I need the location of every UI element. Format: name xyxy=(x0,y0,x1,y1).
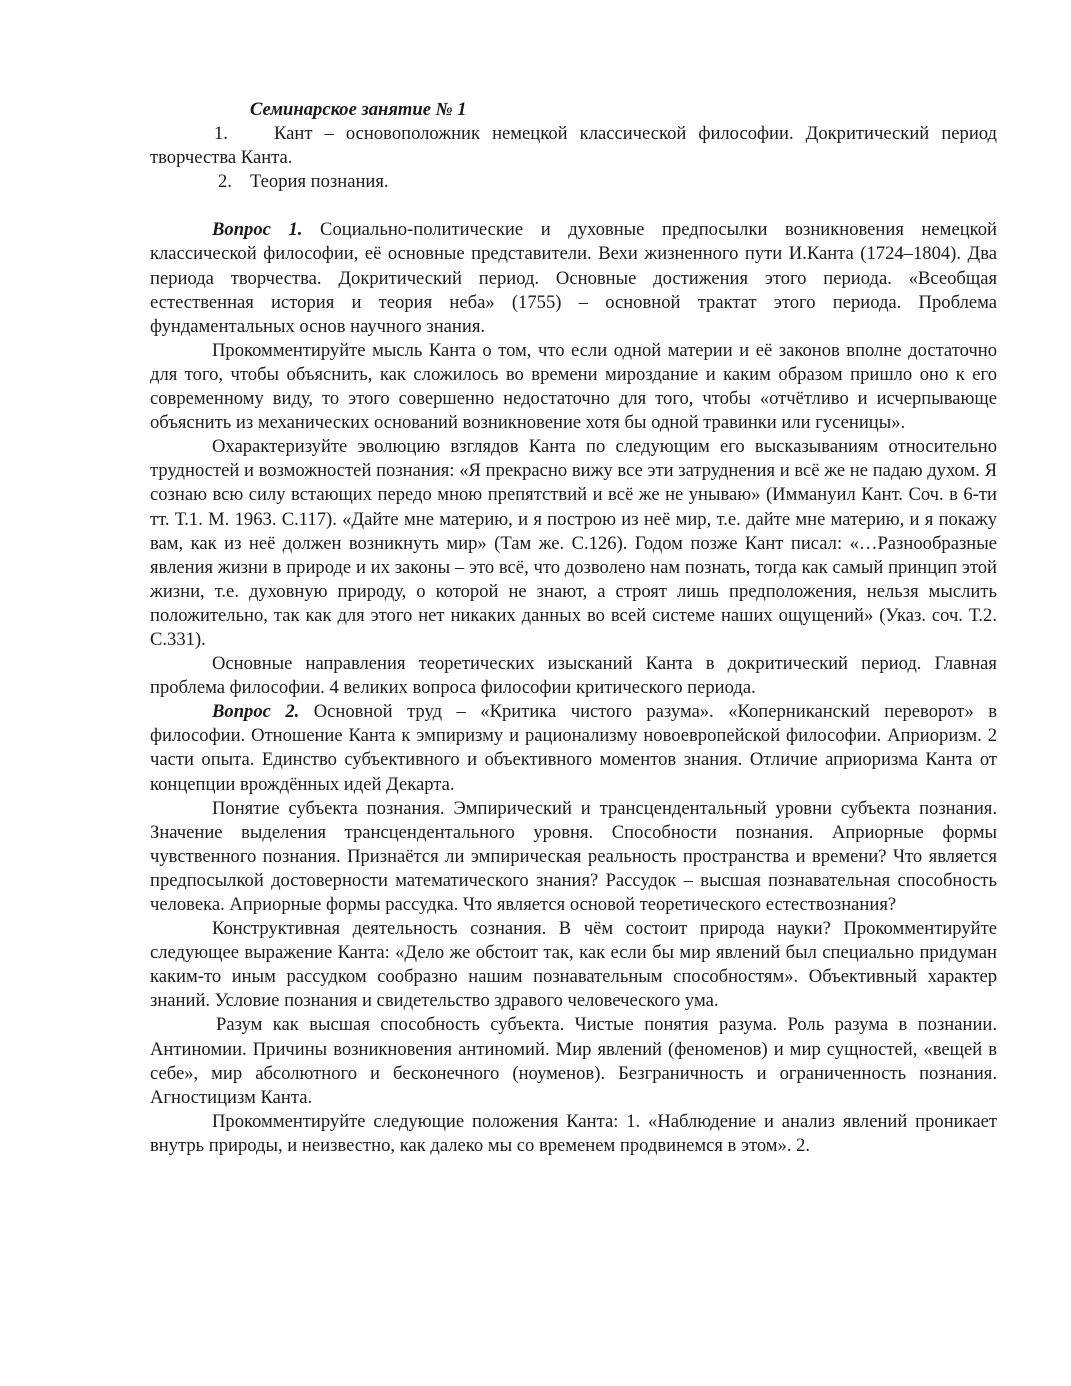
document-page xyxy=(150,98,997,1158)
question-1-text: Социально-политические и духовные предпосылки возникновения немецкой классической философии, её основные представители. Вехи жизненного пути И.Канта (1724–1804). Два периода творчества. Докритический период. Основные достижения этого периода. «Всеобщая естественная история и теория неба» (1755) – основной трактат этого периода. Проблема фундаментальных основ научного знания. xyxy=(150,219,997,337)
question-2-intro xyxy=(150,700,997,796)
question-1-intro xyxy=(150,218,997,338)
list-item-text: Теория познания. xyxy=(250,171,389,193)
paragraph: Основные направления теоретических изысканий Канта в докритический период. Главная проблема философии. 4 великих вопроса философии критического периода. xyxy=(150,653,997,699)
question-2-text: Основной труд – «Критика чистого разума». «Коперниканский переворот» в философии. Отношение Канта к эмпиризму и рационализму новоевропейской философии. Априоризм. 2 части опыта. Единство субъективного и объективного моментов знания. Отличие априоризма Канта от концепции врождённых идей Декарта. xyxy=(150,701,997,795)
paragraph: Конструктивная деятельность сознания. В чём состоит природа науки? Прокомментируйте следующее выражение Канта: «Дело же обстоит так, как если бы мир явлений был специально придуман каким-то иным рассудком сообразно нашим познавательным способностям». Объективный характер знаний. Условие познания и свидетельство здравого человеческого ума. xyxy=(150,918,997,1012)
question-2-label: Вопрос 2. xyxy=(212,701,300,723)
paragraph: Разум как высшая способность субъекта. Чистые понятия разума. Роль разума в познании. Антиномии. Причины возникновения антиномий. Мир явлений (феноменов) и мир сущностей, «вещей в себе», мир абсолютного и бесконечного (ноуменов). Безграничность и ограниченность познания. Агностицизм Канта. xyxy=(150,1014,997,1108)
paragraph: Прокомментируйте следующие положения Канта: 1. «Наблюдение и анализ явлений проникает внутрь природы, и неизвестно, как далеко мы со временем продвинемся в этом». 2. xyxy=(150,1110,997,1156)
list-item xyxy=(150,170,997,194)
list-item-number: 1. xyxy=(214,123,228,145)
paragraph: Понятие субъекта познания. Эмпирический и трансцендентальный уровни субъекта познания. Значение выделения трансцендентального уровня. Способности познания. Априорные формы чувственного познания. Признаётся ли эмпирическая реальность пространства и времени? Что является предпосылкой достоверности математического знания? Рассудок – высшая познавательная способность человека. Априорные формы рассудка. Что является основой теоретического естествознания? xyxy=(150,797,997,915)
list-item xyxy=(150,122,997,170)
list-item-number: 2. xyxy=(218,171,232,193)
paragraph: Прокомментируйте мысль Канта о том, что если одной материи и её законов вполне достаточно для того, чтобы объяснить, как сложилось во времени мироздание и каким образом пришло оно к его современному виду, то этого совершенно недостаточно для того, чтобы «отчётливо и исчерпывающе объяснить из механических оснований возникновение хотя бы одной травинки или гусеницы». xyxy=(150,339,997,434)
spacer xyxy=(150,194,997,218)
question-1-label: Вопрос 1. xyxy=(212,219,303,241)
page-title: Семинарское занятие № 1 xyxy=(250,99,467,120)
list-item-text: Кант – основоположник немецкой классической философии. Докритический период творчества Канта. xyxy=(150,123,997,169)
paragraph: Охарактеризуйте эволюцию взглядов Канта по следующим его высказываниям относительно трудностей и возможностей познания: «Я прекрасно вижу все эти затруднения и всё же не падаю духом. Я сознаю всю силу встающих передо мною препятствий и всё же не унываю» (Иммануил Кант. Соч. в 6-ти тт. Т.1. М. 1963. С.117). «Дайте мне материю, и я построю из неё мир, т.е. дайте мне материю, и я покажу вам, как из неё должен возникнуть мир» (Там же. С.126). Годом позже Кант писал: «…Разнообразные явления жизни в природе и их законы – это всё, что дозволено нам познать, тогда как самый принцип этой жизни, т.е. духовную природу, о которой не знают, а строят лишь предположения, нельзя мыслить положительно, так как для этого нет никаких данных во всей системе наших ощущений» (Указ. соч. Т.2. С.331). xyxy=(150,436,997,650)
